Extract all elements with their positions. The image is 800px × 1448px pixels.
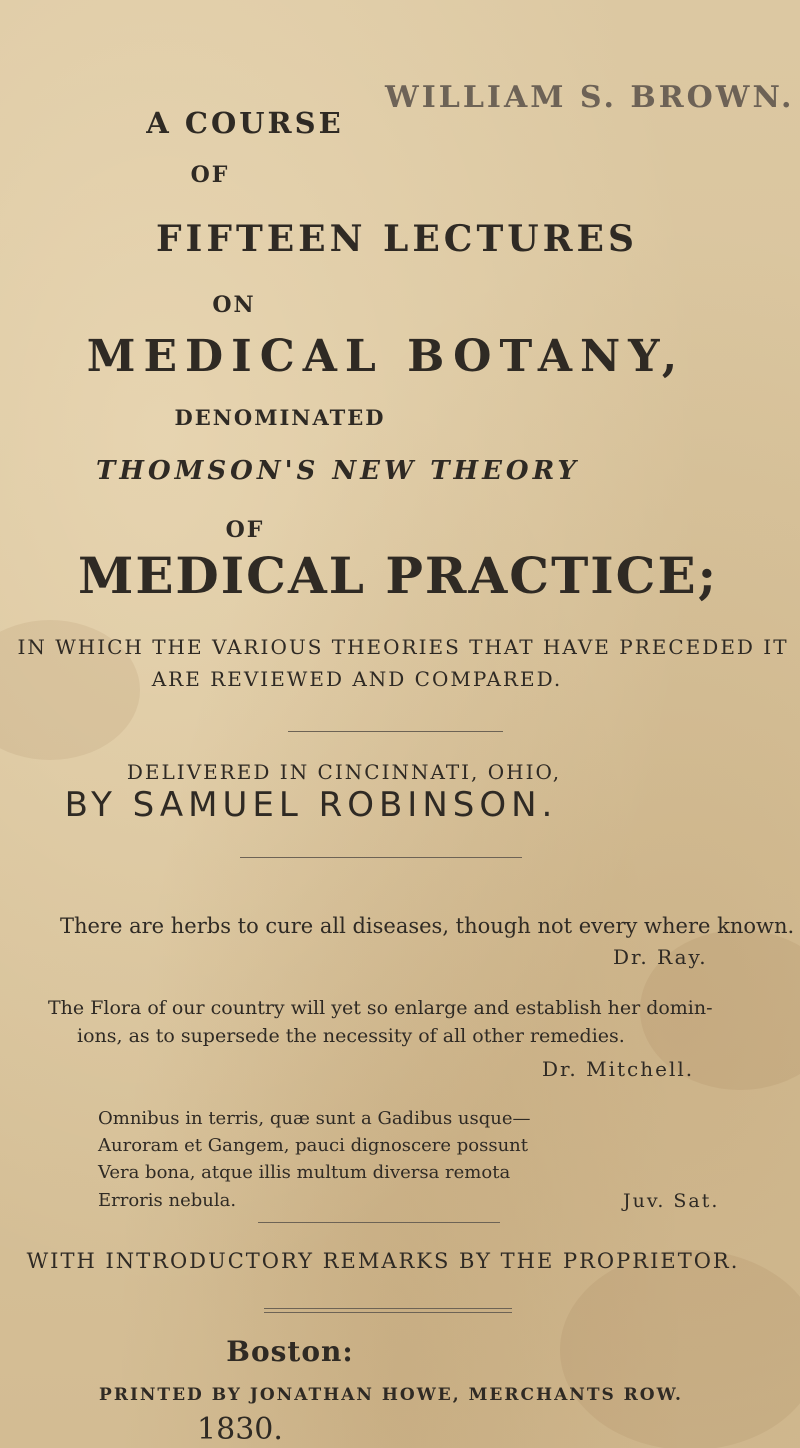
divider-rule: [288, 731, 503, 732]
epigraph-text: The Flora of our country will yet so enlarge and establish her domin-: [48, 997, 713, 1019]
epigraph-attribution: Juv. Sat.: [623, 1190, 720, 1212]
divider-rule: [258, 1222, 500, 1223]
epigraph-text: Omnibus in terris, quæ sunt a Gadibus usque—: [98, 1108, 531, 1129]
imprint-city: Boston:: [226, 1335, 354, 1368]
delivered-line: DELIVERED IN CINCINNATI, OHIO,: [126, 760, 562, 784]
title-line-of-2: OF: [225, 517, 265, 543]
subtitle-line-theories: IN WHICH THE VARIOUS THEORIES THAT HAVE PRECEDED IT: [17, 635, 789, 659]
epigraph-attribution: Dr. Mitchell.: [542, 1057, 695, 1081]
title-line-a-course: A COURSE: [146, 106, 344, 140]
subtitle-line-reviewed: ARE REVIEWED AND COMPARED.: [151, 667, 563, 691]
introductory-remarks-line: WITH INTRODUCTORY REMARKS BY THE PROPRIETOR.: [26, 1249, 740, 1273]
handwritten-signature: WILLIAM S. BROWN.: [385, 80, 795, 115]
title-line-on: ON: [212, 292, 256, 318]
author-line: BY SAMUEL ROBINSON.: [64, 785, 558, 825]
epigraph-text: Auroram et Gangem, pauci dignoscere possunt: [98, 1135, 528, 1156]
divider-rule: [264, 1308, 512, 1309]
epigraph-text: Vera bona, atque illis multum diversa remota: [98, 1162, 511, 1183]
divider-rule: [264, 1312, 512, 1313]
epigraph-attribution: Dr. Ray.: [613, 945, 708, 969]
title-line-medical-practice: MEDICAL PRACTICE;: [77, 546, 719, 605]
title-line-fifteen-lectures: FIFTEEN LECTURES: [155, 218, 638, 260]
imprint-printer: PRINTED BY JONATHAN HOWE, MERCHANTS ROW.: [99, 1385, 683, 1405]
imprint-year: 1830.: [197, 1412, 283, 1447]
title-line-of: OF: [190, 162, 230, 188]
title-line-thomsons-new-theory: THOMSON'S NEW THEORY: [96, 456, 580, 486]
title-line-medical-botany: MEDICAL BOTANY,: [86, 331, 686, 382]
epigraph-text: There are herbs to cure all diseases, though not every where known.: [60, 914, 795, 938]
epigraph-text: Erroris nebula.: [98, 1190, 237, 1211]
divider-rule: [240, 857, 522, 858]
title-line-denominated: DENOMINATED: [174, 405, 386, 430]
epigraph-text: ions, as to supersede the necessity of all other remedies.: [77, 1025, 625, 1047]
